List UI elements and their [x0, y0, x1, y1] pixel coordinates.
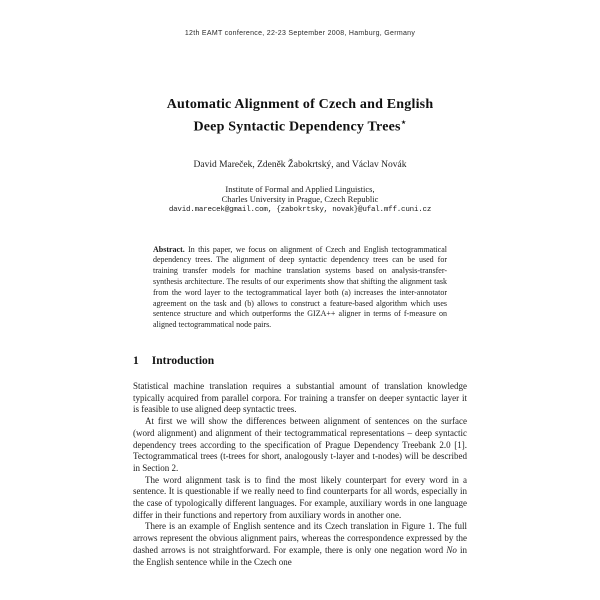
intro-paragraph-4-text: There is an example of English sentence and its Czech translation in Figure 1. The full arrows represent the obvious alignment pairs, whereas the correspondence expressed by the dashed arrows is not straightforward. For example, there is only one negation word: [133, 521, 467, 555]
intro-paragraph-2: At first we will show the differences between alignment of sentences on the surface (word alignment) and alignment of their tectogrammatical representations – deep syntactic dependency trees according to the specification of Prague Dependency Treebank 2.0 [1]. Tectogrammatical trees (t-trees for short, analogously t-layer and t-nodes) will be described in Section 2.: [133, 416, 467, 473]
paper-content: [133, 96, 467, 568]
abstract-block: [153, 245, 447, 331]
paper-title-line1: Automatic Alignment of Czech and English: [166, 97, 434, 112]
affiliation-line2: Charles University in Prague, Czech Republic: [221, 194, 379, 205]
conference-header: 12th EAMT conference, 22-23 September 2008, Hamburg, Germany: [184, 30, 416, 37]
section-number: 1: [133, 355, 139, 368]
intro-paragraph-4-text-cont: in the English sentence while in the Czech one: [133, 544, 467, 567]
author-emails: david.marecek@gmail.com, {zabokrtsky, novak}@ufal.mff.cuni.cz: [168, 205, 432, 214]
abstract-label: Abstract.: [153, 244, 185, 254]
intro-paragraph-3: The word alignment task is to find the most likely counterpart for every word in a sentence. It is questionable if we really need to find counterparts for all words, especially in the case of typologically different languages. For example, auxiliary words in one language differ in their functions and repertory from auxiliary words in another one.: [133, 474, 467, 520]
paper-title-line2: [133, 114, 467, 136]
section-title: Introduction: [151, 355, 215, 368]
intro-paragraph-4-italic-word: No: [446, 544, 457, 555]
intro-paragraph-1: Statistical machine translation requires a substantial amount of translation knowledge typically acquired from parallel corpora. For training a transfer on deeper syntactic layer it is feasible to use aligned deep syntactic trees.: [133, 381, 467, 415]
affiliation-block: [133, 184, 467, 205]
title-footnote-marker: ⋆: [400, 116, 407, 127]
paper-title-line2-text: Deep Syntactic Dependency Trees: [193, 119, 401, 135]
affiliation-line1: Institute of Formal and Applied Linguistics,: [225, 183, 375, 194]
section-heading-introduction: [133, 355, 467, 367]
paper-title: [133, 96, 467, 136]
authors-line: David Mareček, Zdeněk Žabokrtský, and Václav Novák: [193, 159, 407, 170]
abstract-text: In this paper, we focus on alignment of Czech and English tectogrammatical dependency trees. The alignment of deep syntactic dependency trees can be used for training transfer models for machine translation systems based on analysis-transfer-synthesis architecture. The results of our experiments show that shifting the alignment task from the word layer to the tectogrammatical layer both (a) increases the inter-annotator agreement on the task and (b) allows to construct a feature-based algorithm which uses sentence structure and which outperforms the GIZA++ aligner in terms of f-measure on aligned tectogrammatical node pairs.: [153, 244, 447, 330]
intro-paragraph-4: [133, 521, 467, 568]
